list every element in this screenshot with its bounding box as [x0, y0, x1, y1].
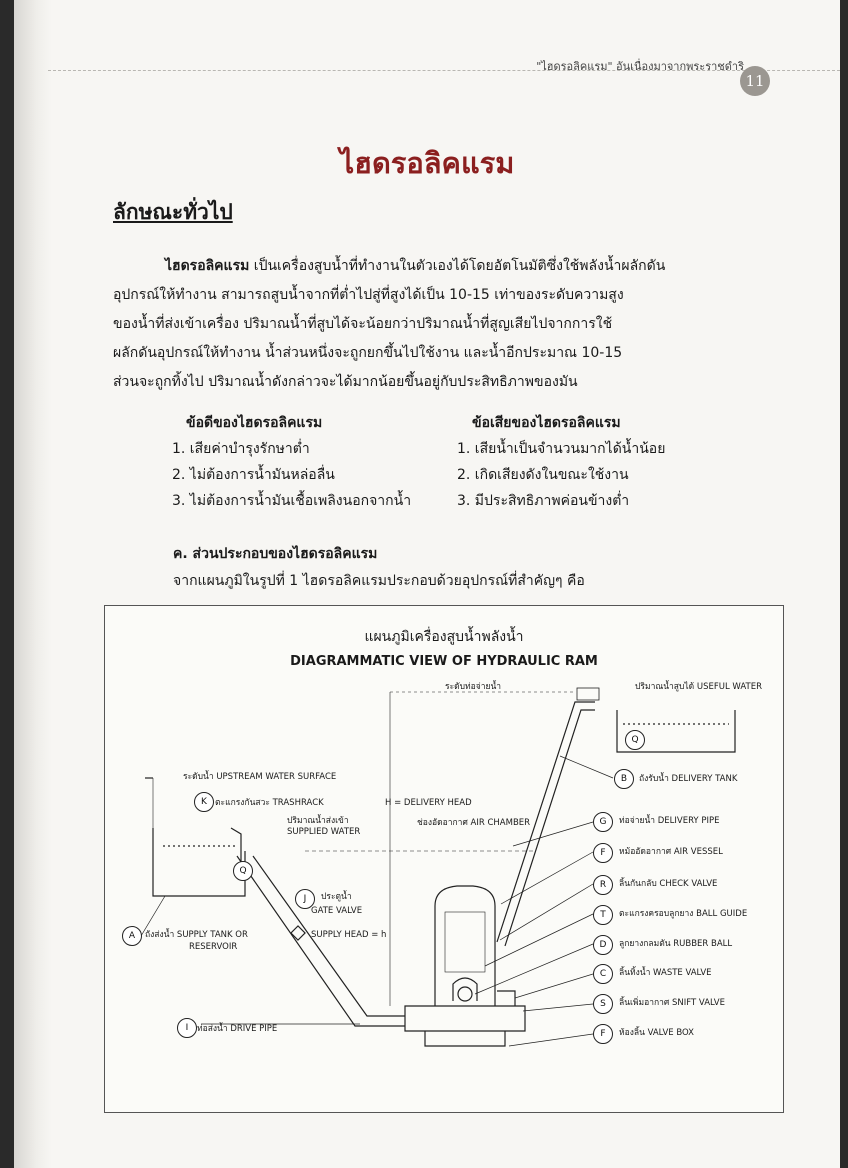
delivery-level-label: ระดับท่อจ่ายน้ำ: [445, 682, 502, 692]
intro-line-1-text: เป็นเครื่องสูบน้ำที่ทำงานในตัวเองได้โดยอัตโนมัติซึ่งใช้พลังน้ำผลักดัน: [249, 258, 666, 274]
air-vessel-label: หม้ออัดอากาศ AIR VESSEL: [619, 847, 723, 857]
marker-i: I: [177, 1018, 197, 1038]
marker-q-left: Q: [233, 861, 253, 881]
section-heading: ลักษณะทั่วไป: [113, 200, 233, 224]
ball-guide-label: ตะแกรงครอบลูกยาง BALL GUIDE: [619, 909, 748, 919]
air-chamber-label: ช่องอัดอากาศ AIR CHAMBER: [417, 818, 531, 828]
supply-tank-shape: [153, 828, 245, 896]
marker-f-bottom: F: [593, 1024, 613, 1044]
supply-tank-label-th: ถังส่งน้ำ SUPPLY TANK OR: [145, 930, 248, 940]
disadvantage-item: 1. เสียน้ำเป็นจำนวนมากได้น้ำน้อย: [457, 441, 666, 457]
advantages-heading: ข้อดีของไฮดรอลิคแรม: [186, 415, 323, 431]
intro-line-5: ส่วนจะถูกทิ้งไป ปริมาณน้ำดังกล่าวจะได้มากน้อยขึ้นอยู่กับประสิทธิภาพของมัน: [113, 374, 578, 390]
document-page: [14, 0, 840, 1168]
snift-valve-label: ลิ้นเพิ่มอากาศ SNIFT VALVE: [619, 998, 725, 1008]
disadvantage-item: 3. มีประสิทธิภาพค่อนข้างต่ำ: [457, 493, 630, 509]
marker-q-top: Q: [625, 730, 645, 750]
valve-box-label: ห้องลิ้น VALVE BOX: [619, 1028, 695, 1038]
rubber-ball-shape: [458, 987, 472, 1001]
supplied-water-label-en: SUPPLIED WATER: [287, 827, 361, 837]
waste-valve-label: ลิ้นทิ้งน้ำ WASTE VALVE: [619, 968, 712, 978]
page-number: 11: [740, 66, 770, 96]
running-header: "ไฮดรอลิคแรม" อันเนื่องมาจากพระราชดำริ: [536, 60, 744, 73]
gate-valve-label-th: ประตูน้ำ: [321, 892, 352, 902]
marker-f-top: F: [593, 843, 613, 863]
drive-pipe-shape: [237, 856, 405, 1026]
components-heading: ค. ส่วนประกอบของไฮดรอลิคแรม: [173, 546, 378, 562]
marker-k: K: [194, 792, 214, 812]
hydraulic-ram-diagram: [104, 605, 784, 1113]
intro-line-1: [113, 252, 713, 281]
marker-a: A: [122, 926, 142, 946]
intro-line-3: ของน้ำที่ส่งเข้าเครื่อง ปริมาณน้ำที่สูบได้จะน้อยกว่าปริมาณน้ำที่สูญเสียไปจากการใช้: [113, 316, 613, 332]
intro-line-4: ผลักดันอุปกรณ์ให้ทำงาน น้ำส่วนหนึ่งจะถูกยกขึ้นไปใช้งาน และน้ำอีกประมาณ 10-15: [113, 345, 623, 361]
supply-head-label: SUPPLY HEAD = h: [311, 930, 387, 940]
useful-water-label: ปริมาณน้ำสูบได้ USEFUL WATER: [635, 682, 762, 692]
trashrack-label: ตะแกรงกันสวะ TRASHRACK: [215, 798, 324, 808]
marker-g: G: [593, 812, 613, 832]
marker-b: B: [614, 769, 634, 789]
delivery-pipe-label: ท่อจ่ายน้ำ DELIVERY PIPE: [619, 816, 720, 826]
delivery-tank-label: ถังรับน้ำ DELIVERY TANK: [639, 774, 738, 784]
advantage-item: 2. ไม่ต้องการน้ำมันหล่อลื่น: [172, 467, 335, 483]
gate-valve-label-en: GATE VALVE: [311, 906, 363, 916]
delivery-head-label: H = DELIVERY HEAD: [385, 798, 472, 808]
diagram-title-thai: แผนภูมิเครื่องสูบน้ำพลังน้ำ: [364, 629, 524, 645]
marker-s: S: [593, 994, 613, 1014]
valve-box-shape: [405, 1006, 525, 1031]
intro-lead-term: ไฮดรอลิคแรม: [165, 258, 250, 274]
supplied-water-label-th: ปริมาณน้ำส่งเข้า: [287, 816, 349, 826]
rubber-ball-label: ลูกยางกลมตัน RUBBER BALL: [619, 939, 733, 949]
drive-pipe-label: ท่อส่งน้ำ DRIVE PIPE: [197, 1024, 278, 1034]
marker-d: D: [593, 935, 613, 955]
intro-line-2: อุปกรณ์ให้ทำงาน สามารถสูบน้ำจากที่ต่ำไปสู่ที่สูงได้เป็น 10-15 เท่าของระดับความสูง: [113, 287, 624, 303]
marker-c: C: [593, 964, 613, 984]
advantage-item: 3. ไม่ต้องการน้ำมันเชื้อเพลิงนอกจากน้ำ: [172, 493, 412, 509]
marker-r: R: [593, 875, 613, 895]
disadvantage-item: 2. เกิดเสียงดังในขณะใช้งาน: [457, 467, 629, 483]
marker-t: T: [593, 905, 613, 925]
upstream-label: ระดับน้ำ UPSTREAM WATER SURFACE: [183, 772, 337, 782]
intro-paragraph: [113, 252, 713, 397]
supply-tank-label-en: RESERVOIR: [189, 942, 238, 952]
page-title: ไฮดรอลิคแรม: [339, 146, 515, 180]
marker-j: J: [295, 889, 315, 909]
disadvantages-heading: ข้อเสียของไฮดรอลิคแรม: [472, 415, 621, 431]
air-vessel-shape: [435, 886, 495, 1006]
components-intro: จากแผนภูมิในรูปที่ 1 ไฮดรอลิคแรมประกอบด้วยอุปกรณ์ที่สำคัญๆ คือ: [173, 573, 585, 589]
advantage-item: 1. เสียค่าบำรุงรักษาต่ำ: [172, 441, 310, 457]
diagram-title-english: DIAGRAMMATIC VIEW OF HYDRAULIC RAM: [290, 654, 598, 669]
check-valve-label: ลิ้นกันกลับ CHECK VALVE: [619, 879, 718, 889]
